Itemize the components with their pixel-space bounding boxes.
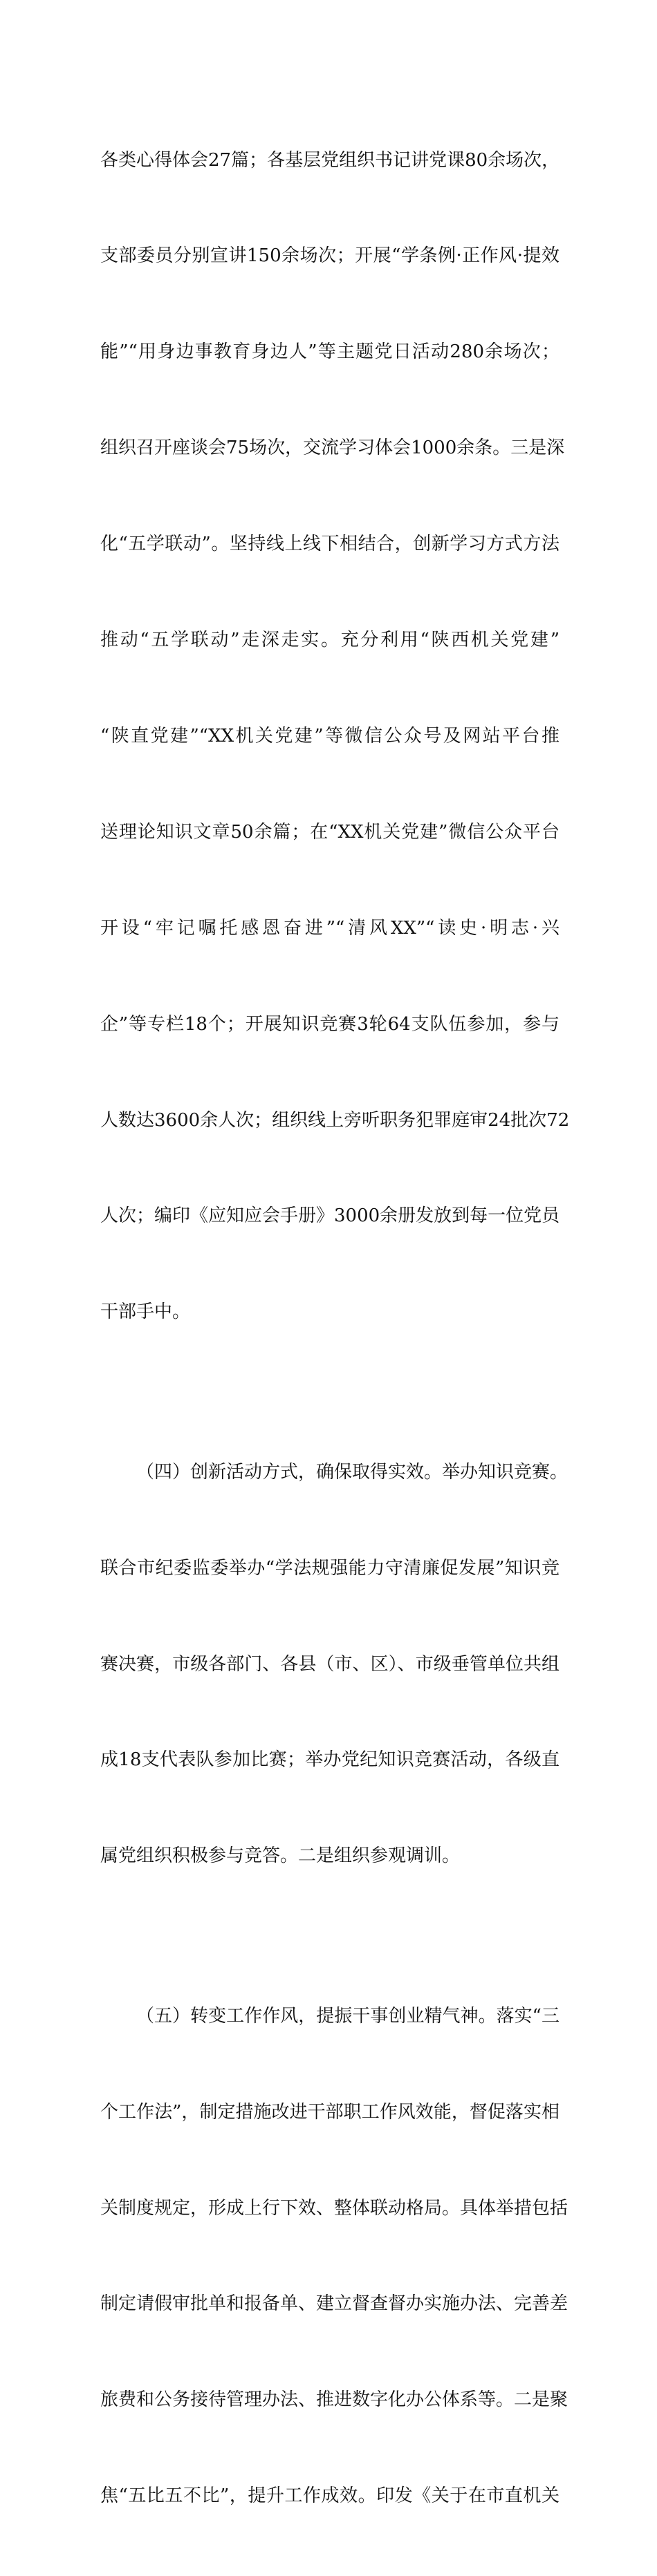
text-line: 干部手中。 xyxy=(100,1301,191,1323)
text-line: 制定请假审批单和报备单、建立督查督办实施办法、完善差 xyxy=(100,2293,568,2315)
text-line: 能”“用身边事教育身边人”等主题党日活动280余场次； xyxy=(100,341,559,363)
text-line: 焦“五比五不比”，提升工作成效。印发《关于在市直机关 xyxy=(100,2485,559,2507)
paragraph-2 xyxy=(100,1392,568,1936)
text-line: 关制度规定，形成上行下效、整体联动格局。具体举措包括 xyxy=(100,2197,568,2219)
text-line: 联合市纪委监委举办“学法规强能力守清廉促发展”知识竞 xyxy=(100,1557,559,1579)
text-line: 旅费和公务接待管理办法、推进数字化办公体系等。二是聚 xyxy=(100,2389,568,2411)
text-line: 开设“牢记嘱托感恩奋进”“清风XX”“读史·明志·兴 xyxy=(100,917,559,939)
text-line: 送理论知识文章50余篇；在“XX机关党建”微信公众平台 xyxy=(100,821,559,843)
text-line: （四）创新活动方式，确保取得实效。举办知识竞赛。 xyxy=(136,1461,568,1483)
text-line: 支部委员分别宣讲150余场次；开展“学条例·正作风·提效 xyxy=(100,245,559,267)
text-line: 个工作法”，制定措施改进干部职工作风效能，督促落实相 xyxy=(100,2101,559,2123)
text-line: 人数达3600余人次；组织线上旁听职务犯罪庭审24批次72 xyxy=(100,1109,570,1131)
paragraph-3 xyxy=(100,1936,568,2576)
document-body xyxy=(100,80,570,2576)
text-line: 赛决赛，市级各部门、各县（市、区）、市级垂管单位共组 xyxy=(100,1653,559,1675)
text-line: 各类心得体会27篇；各基层党组织书记讲党课80余场次， xyxy=(100,149,560,171)
text-line: 化“五学联动”。坚持线上线下相结合，创新学习方式方法 xyxy=(100,534,559,555)
text-line: 组织召开座谈会75场次，交流学习体会1000余条。三是深 xyxy=(100,438,565,459)
text-line: 成18支代表队参加比赛；举办党纪知识竞赛活动，各级直 xyxy=(100,1749,559,1771)
paragraph-1 xyxy=(100,80,570,1392)
text-line: 企”等专栏18个；开展知识竞赛3轮64支队伍参加，参与 xyxy=(100,1013,559,1035)
text-line: （五）转变工作作风，提振干事创业精气神。落实“三 xyxy=(136,2005,559,2027)
text-line: 属党组织积极参与竞答。二是组织参观调训。 xyxy=(100,1845,461,1867)
text-line: 人次；编印《应知应会手册》3000余册发放到每一位党员 xyxy=(100,1205,560,1227)
text-line: “陕直党建”“XX机关党建”等微信公众号及网站平台推 xyxy=(100,725,559,746)
text-line: 推动“五学联动”走深走实。充分利用“陕西机关党建” xyxy=(100,630,559,651)
